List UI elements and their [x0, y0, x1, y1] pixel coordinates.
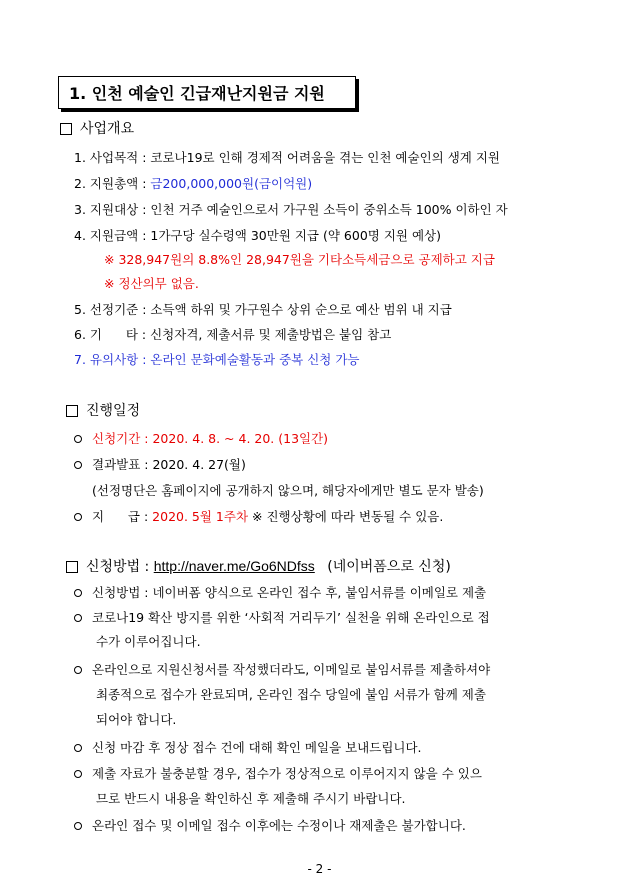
checkbox-square-icon	[66, 405, 78, 417]
overview-item-1: 1. 사업목적 : 코로나19로 인해 경제적 어려움을 겪는 인천 예술인의 생계 지원	[74, 150, 500, 165]
apply-line-1: 신청방법 : 네이버폼 양식으로 온라인 접수 후, 붙임서류를 이메일로 제출	[74, 585, 486, 601]
apply-line-3-cont-1: 최종적으로 접수가 완료되며, 온라인 접수 당일에 붙임 서류가 함께 제출	[96, 687, 486, 702]
checkbox-square-icon	[60, 123, 72, 135]
bullet-circle-icon	[74, 770, 82, 778]
overview-item-7: 7. 유의사항 : 온라인 문화예술활동과 중복 신청 가능	[74, 352, 360, 367]
apply-line-5-cont: 므로 반드시 내용을 확인하신 후 제출해 주시기 바랍니다.	[96, 791, 406, 806]
apply-line-4: 신청 마감 후 정상 접수 건에 대해 확인 메일을 보내드립니다.	[74, 740, 422, 756]
apply-line-2-cont: 수가 이루어집니다.	[96, 634, 201, 649]
overview-item-4: 4. 지원금액 : 1가구당 실수령액 30만원 지급 (약 600명 지원 예상)	[74, 228, 441, 243]
section-heading-schedule: 진행일정	[66, 403, 140, 419]
schedule-item-application-period: 신청기간 : 2020. 4. 8. ~ 4. 20. (13일간)	[74, 431, 328, 447]
bullet-circle-icon	[74, 461, 82, 469]
overview-item-5: 5. 선정기준 : 소득액 하위 및 가구원수 상위 순으로 예산 범위 내 지급	[74, 302, 452, 317]
apply-line-2: 코로나19 확산 방지를 위한 ‘사회적 거리두기’ 실천을 위해 온라인으로 접	[74, 610, 490, 626]
overview-item-3: 3. 지원대상 : 인천 거주 예술인으로서 가구원 소득이 중위소득 100% 이하인 자	[74, 202, 508, 217]
apply-line-3: 온라인으로 지원신청서를 작성했더라도, 이메일로 붙임서류를 제출하셔야	[74, 662, 490, 678]
bullet-circle-icon	[74, 666, 82, 674]
schedule-item-payment: 지 급 : 2020. 5월 1주차 ※ 진행상황에 따라 변동될 수 있음.	[74, 509, 443, 525]
bullet-circle-icon	[74, 744, 82, 752]
overview-item-2: 2. 지원총액 : 금200,000,000원(금이억원)	[74, 176, 313, 191]
schedule-subnote: (선정명단은 홈페이지에 공개하지 않으며, 해당자에게만 별도 문자 발송)	[92, 483, 484, 498]
bullet-circle-icon	[74, 589, 82, 597]
apply-line-3-cont-2: 되어야 합니다.	[96, 712, 177, 727]
schedule-item-announcement: 결과발표 : 2020. 4. 27(월)	[74, 457, 246, 473]
overview-note-2: ※ 정산의무 없음.	[104, 276, 199, 291]
overview-item-6: 6. 기 타 : 신청자격, 제출서류 및 제출방법은 붙임 참고	[74, 327, 392, 342]
apply-url-link[interactable]: http://naver.me/Go6NDfss	[153, 558, 315, 574]
section-heading-apply: 신청방법 : http://naver.me/Go6NDfss (네이버폼으로 신청)	[66, 558, 451, 575]
bullet-circle-icon	[74, 614, 82, 622]
overview-note-1: ※ 328,947원의 8.8%인 28,947원을 기타소득세금으로 공제하고 지급	[104, 252, 495, 267]
apply-line-6: 온라인 접수 및 이메일 접수 이후에는 수정이나 재제출은 불가합니다.	[74, 818, 466, 834]
bullet-circle-icon	[74, 513, 82, 521]
page-number: - 2 -	[307, 862, 332, 876]
bullet-circle-icon	[74, 435, 82, 443]
bullet-circle-icon	[74, 822, 82, 830]
checkbox-square-icon	[66, 561, 78, 573]
apply-line-5: 제출 자료가 불충분할 경우, 접수가 정상적으로 이루어지지 않을 수 있으	[74, 766, 482, 782]
section-heading-overview: 사업개요	[60, 121, 134, 137]
page-title: 1. 인천 예술인 긴급재난지원금 지원	[58, 76, 356, 109]
